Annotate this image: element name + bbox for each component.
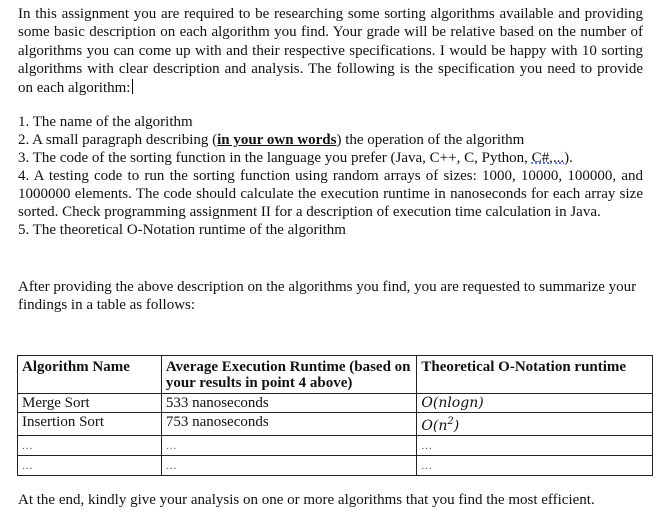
cell-onotation: [417, 436, 653, 456]
closing-paragraph: At the end, kindly give your analysis on one or more algorithms that you find the most efficient.: [18, 492, 595, 508]
ellipsis: ...: [22, 460, 34, 472]
intro-paragraph: [18, 5, 643, 97]
cell-onotation: [417, 413, 653, 436]
cell-name: Insertion Sort: [18, 413, 162, 436]
cell-runtime: [161, 456, 417, 476]
onotation-formula: O(nlogn): [421, 395, 484, 411]
list-item-2-emphasis: in your own words: [217, 132, 337, 149]
list-item-1: 1. The name of the algorithm: [18, 114, 193, 131]
text-cursor: [132, 79, 133, 94]
list-item-3-prefix: 3. The code of the sorting function in the language you prefer (Java, C++, C, Python,: [18, 150, 532, 167]
ellipsis: ...: [22, 440, 34, 452]
table-header-row: [18, 356, 653, 394]
ellipsis: ...: [421, 440, 433, 452]
ellipsis: ...: [421, 460, 433, 472]
specification-list: [18, 113, 643, 239]
cell-runtime: 753 nanoseconds: [161, 413, 417, 436]
list-item-3-suffix: ).: [564, 150, 573, 167]
list-item-5: 5. The theoretical O-Notation runtime of the algorithm: [18, 222, 346, 239]
onotation-formula: O(n: [421, 418, 448, 434]
cell-runtime: 533 nanoseconds: [161, 394, 417, 413]
list-item-2-prefix: 2. A small paragraph describing (: [18, 132, 218, 149]
list-item-3-flagged-text: C#,...: [531, 150, 565, 167]
table-row: [18, 394, 653, 413]
list-item-2-suffix: ) the operation of the algorithm: [336, 132, 525, 149]
onotation-exponent: 2: [447, 416, 454, 427]
cell-name: [18, 436, 162, 456]
summary-table: [17, 355, 653, 476]
table-row: [18, 456, 653, 476]
cell-onotation: [417, 456, 653, 476]
list-item-4: 4. A testing code to run the sorting function using random arrays of sizes: 1000, 10000, 100000, and 1000000 elements. The code should calculate the execution runtime in nanoseconds for each array size sorted. Check programming assignment II for a description of execution time calculation in Java.: [18, 168, 643, 221]
header-algorithm-name: Algorithm Name: [18, 356, 162, 394]
onotation-close: ): [453, 418, 460, 434]
cell-onotation: [417, 394, 653, 413]
ellipsis: ...: [165, 460, 178, 472]
table-row: [18, 413, 653, 436]
document-body: [18, 5, 643, 314]
cell-name: Merge Sort: [18, 394, 162, 413]
intro-text: In this assignment you are required to be researching some sorting algorithms available and providing some basic description on each algorithm you find. Your grade will be relative based on the number of algorithms you can come up with and their respective specifications. I would be happy with 10 sorting algorithms with clear description and analysis. The following is the specification you need to provide on each algorithm:: [18, 6, 643, 96]
cell-name: [18, 456, 162, 476]
list-item-2: [18, 131, 643, 149]
table-row: [18, 436, 653, 456]
ellipsis: ...: [165, 440, 178, 452]
header-o-notation: Theoretical O-Notation runtime: [417, 356, 653, 394]
list-item-3: [18, 149, 643, 167]
summary-paragraph: After providing the above description on the algorithms you find, you are requested to summarize your findings in a table as follows:: [18, 279, 637, 314]
header-average-runtime: Average Execution Runtime (based on your results in point 4 above): [161, 356, 417, 394]
cell-runtime: [161, 436, 417, 456]
